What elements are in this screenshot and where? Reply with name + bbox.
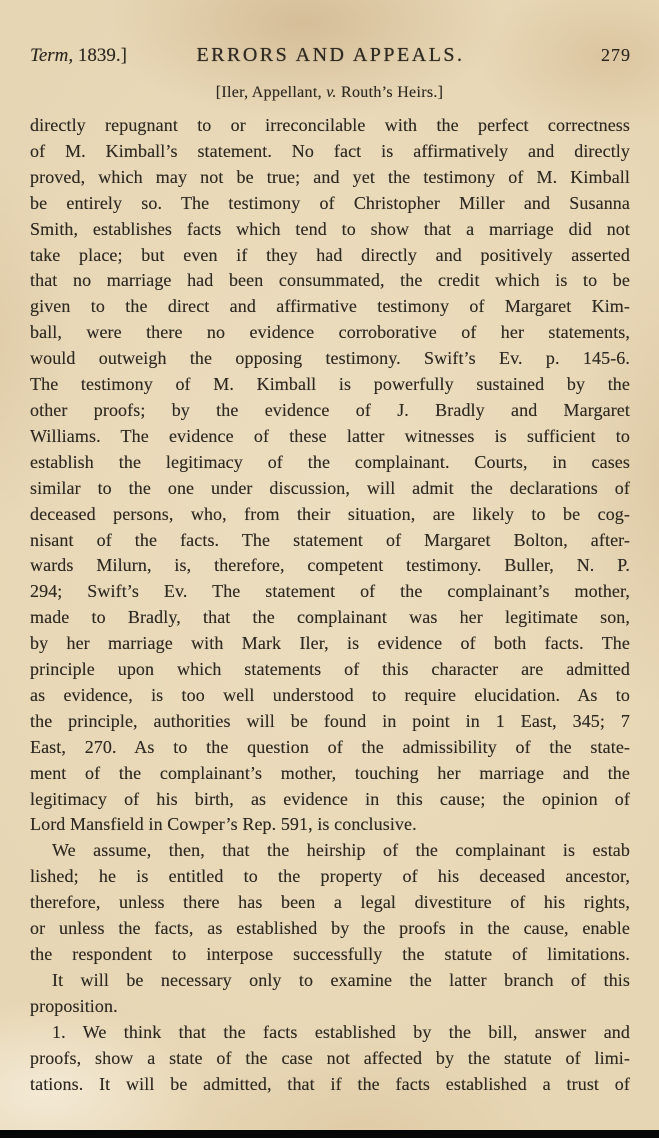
paragraph (30, 968, 630, 1020)
page-body-text (30, 113, 630, 1097)
text-line: Williams. The evidence of these latter witnesses is sufficient to (30, 425, 630, 446)
text-line: Lord Mansfield in Cowper’s Rep. 591, is conclusive. (30, 814, 417, 835)
text-line: made to Bradly, that the complainant was her legitimate son, (30, 607, 630, 628)
text-line: the principle, authorities will be found in point in 1 East, 345; 7 (30, 710, 630, 731)
text-line: ment of the complainant’s mother, touching her marriage and the (30, 762, 630, 783)
text-line: East, 270. As to the question of the admissibility of the state- (30, 736, 630, 757)
text-line: of M. Kimball’s statement. No fact is affirmatively and directly (30, 140, 630, 161)
text-line: establish the legitimacy of the complainant. Courts, in cases (30, 451, 630, 472)
text-line: 294; Swift’s Ev. The statement of the complainant’s mother, (30, 581, 630, 602)
text-line: as evidence, is too well understood to require elucidation. As to (30, 684, 630, 705)
text-line: or unless the facts, as established by the proofs in the cause, enable (30, 918, 630, 939)
text-line: be entirely so. The testimony of Christopher Miller and Susanna (30, 192, 630, 213)
text-line: similar to the one under discussion, will admit the declarations of (30, 477, 630, 498)
text-line: ball, were there no evidence corroborative of her statements, (30, 322, 630, 343)
running-title: ERRORS AND APPEALS. (196, 44, 465, 66)
text-line: given to the direct and affirmative testimony of Margaret Kim- (30, 296, 630, 317)
scan-edge-bar (0, 1130, 659, 1138)
term-date-italic: Term, (30, 45, 74, 66)
text-line: legitimacy of his birth, as evidence in this cause; the opinion of (30, 788, 630, 809)
page-header (30, 44, 631, 67)
term-date (30, 45, 127, 67)
text-line: therefore, unless there has been a legal divestiture of his rights, (30, 892, 630, 913)
text-line: proofs, show a state of the case not affected by the statute of limi- (30, 1047, 630, 1068)
text-line: tations. It will be admitted, that if the facts established a trust of (30, 1073, 630, 1094)
text-line: by her marriage with Mark Iler, is evidence of both facts. The (30, 633, 630, 654)
text-line: It will be necessary only to examine the latter branch of this (52, 969, 630, 990)
paragraph (30, 113, 630, 838)
text-line: the respondent to interpose successfully the statute of limitations. (30, 944, 630, 964)
text-line: directly repugnant to or irreconcilable with the perfect correctness (30, 115, 630, 135)
text-line: wards Milurn, is, therefore, competent testimony. Buller, N. P. (30, 555, 630, 576)
paragraph (30, 1020, 630, 1098)
text-line: would outweigh the opposing testimony. Swift’s Ev. p. 145-6. (30, 348, 630, 369)
case-caption-post: Routh’s Heirs.] (336, 84, 444, 101)
text-line: lished; he is entitled to the property of his deceased ancestor, (30, 866, 630, 887)
case-caption (0, 84, 659, 102)
text-line: deceased persons, who, from their situation, are likely to be cog- (30, 503, 630, 524)
text-line: proved, which may not be true; and yet the testimony of M. Kimball (30, 166, 630, 187)
text-line: proposition. (30, 995, 118, 1016)
text-line: principle upon which statements of this character are admitted (30, 659, 630, 680)
term-date-rest: 1839.] (73, 45, 127, 66)
case-caption-pre: [Iler, Appellant, (215, 84, 327, 101)
text-line: other proofs; by the evidence of J. Bradly and Margaret (30, 399, 630, 420)
text-line: take place; but even if they had directly and positively asserted (30, 244, 630, 265)
case-caption-versus: v. (326, 84, 337, 101)
paragraph (30, 838, 630, 968)
text-line: Smith, establishes facts which tend to show that a marriage did not (30, 218, 630, 239)
text-line: that no marriage had been consummated, the credit which is to be (30, 270, 630, 291)
text-line: nisant of the facts. The statement of Margaret Bolton, after- (30, 529, 630, 550)
text-line: The testimony of M. Kimball is powerfully sustained by the (30, 374, 630, 395)
text-line: 1. We think that the facts established by the bill, answer and (52, 1021, 630, 1042)
page-number: 279 (601, 45, 631, 65)
text-line: We assume, then, that the heirship of the complainant is estab (52, 840, 630, 861)
